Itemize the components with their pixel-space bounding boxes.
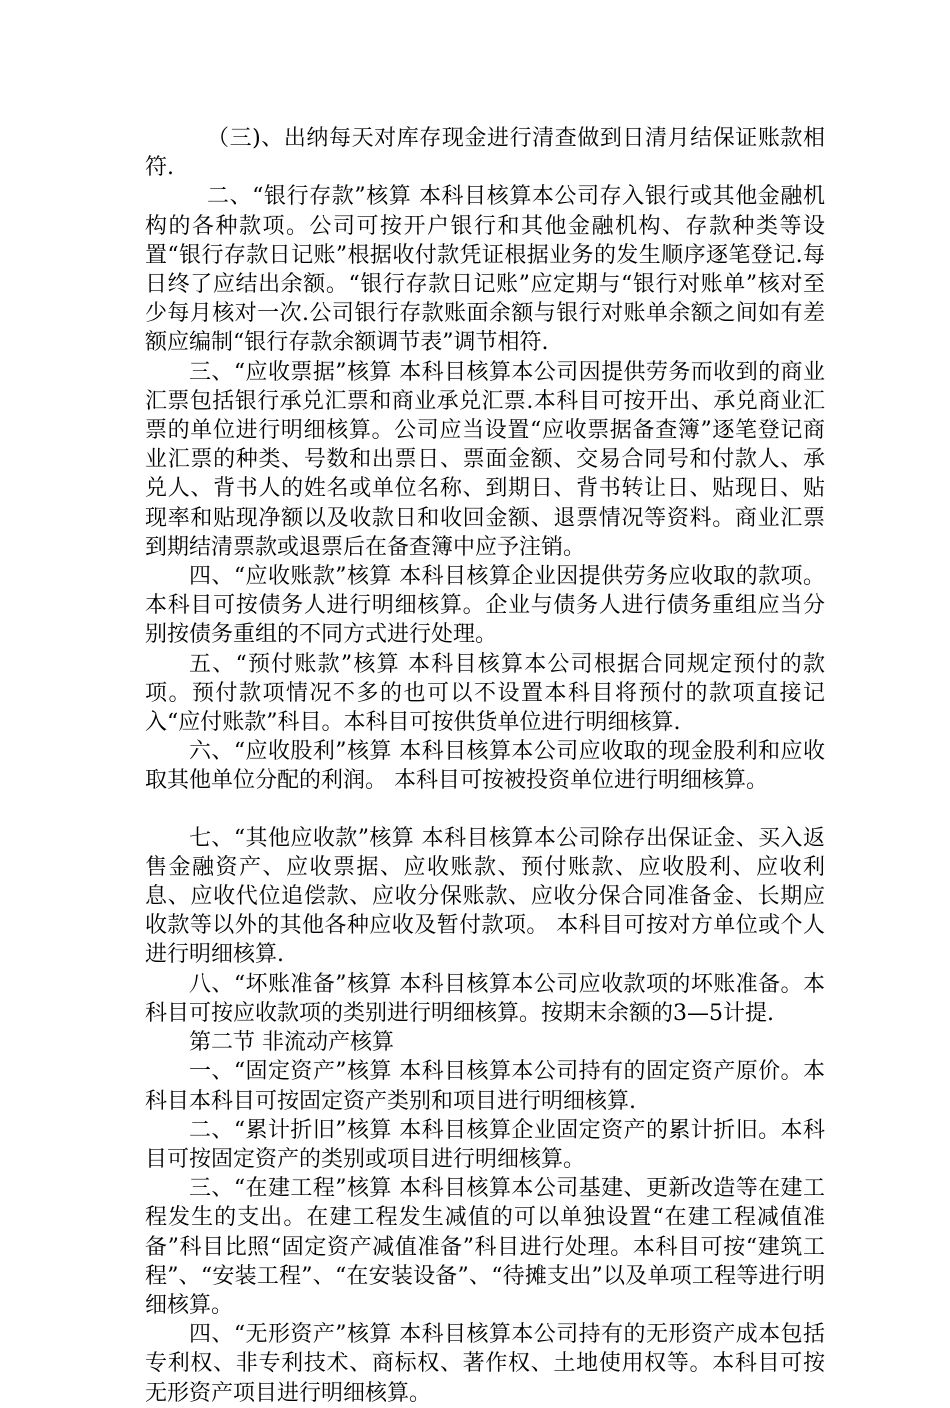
paragraph-dividends-receivable: 六、“应收股利”核算 本科目核算本公司应收取的现金股利和应收取其他单位分配的利润。 本科目可按被投资单位进行明细核算。: [145, 739, 825, 794]
paragraph-fixed-assets: 一、“固定资产”核算 本科目核算本公司持有的固定资产原价。本科目本科目可按固定资产类别和项目进行明细核算.: [145, 1059, 825, 1114]
paragraph-notes-receivable: 三、“应收票据”核算 本科目核算本公司因提供劳务而收到的商业汇票包括银行承兑汇票和商业承兑汇票.本科目可按开出、承兑商业汇票的单位进行明细核算。公司应当设置“应收票据备查簿”逐笔登记商业汇票的种类、号数和出票日、票面金额、交易合同号和付款人、承兑人、背书人的姓名或单位名称、到期日、背书转让日、贴现日、贴现率和贴现净额以及收款日和收回金额、退票情况等资料。商业汇票到期结清票款或退票后在备查簿中应予注销。: [145, 359, 825, 560]
paragraph-prepayments: 五、“预付账款”核算 本科目核算本公司根据合同规定预付的款项。预付款项情况不多的也可以不设置本科目将预付的款项直接记入“应付账款”科目。本科目可按供货单位进行明细核算.: [145, 651, 825, 736]
paragraph-construction-in-progress: 三、“在建工程”核算 本科目核算本公司基建、更新改造等在建工程发生的支出。在建工程发生减值的可以单独设置“在建工程减值准备”科目比照“固定资产减值准备”科目进行处理。本科目可按“建筑工程”、“安装工程”、“在安装设备”、“待摊支出”以及单项工程等进行明细核算。: [145, 1176, 825, 1318]
paragraph-bank-deposit: 二、“银行存款”核算 本科目核算本公司存入银行或其他金融机构的各种款项。公司可按开户银行和其他金融机构、存款种类等设置“银行存款日记账”根据收付款凭证根据业务的发生顺序逐笔登记.每日终了应结出余额。“银行存款日记账”应定期与“银行对账单”核对至少每月核对一次.公司银行存款账面余额与银行对账单余额之间如有差额应编制“银行存款余额调节表”调节相符.: [145, 184, 825, 356]
paragraph-bad-debt-provision: 八、“坏账准备”核算 本科目核算本公司应收款项的坏账准备。本科目可按应收款项的类别进行明细核算。按期末余额的3—5计提.: [145, 971, 825, 1026]
document-page: [145, 124, 825, 1408]
paragraph-accumulated-depreciation: 二、“累计折旧”核算 本科目核算企业固定资产的累计折旧。本科目可按固定资产的类别或项目进行明细核算。: [145, 1117, 825, 1172]
paragraph-accounts-receivable: 四、“应收账款”核算 本科目核算企业因提供劳务应收取的款项。本科目可按债务人进行明细核算。企业与债务人进行债务重组应当分别按债务重组的不同方式进行处理。: [145, 564, 825, 648]
paragraph-cashier-check: （三)、出纳每天对库存现金进行清查做到日清月结保证账款相符.: [145, 126, 825, 181]
paragraph-other-receivables: 七、“其他应收款”核算 本科目核算本公司除存出保证金、买入返售金融资产、应收票据、应收账款、预付账款、应收股利、应收利息、应收代位追偿款、应收分保账款、应收分保合同准备金、长期应收款等以外的其他各种应收及暂付款项。 本科目可按对方单位或个人进行明细核算.: [145, 825, 825, 968]
paragraph-intangible-assets: 四、“无形资产”核算 本科目核算本公司持有的无形资产成本包括专利权、非专利技术、商标权、著作权、土地使用权等。本科目可按无形资产项目进行明细核算。: [145, 1322, 825, 1406]
section-heading-non-current-assets: 第二节 非流动产核算: [189, 1030, 394, 1056]
